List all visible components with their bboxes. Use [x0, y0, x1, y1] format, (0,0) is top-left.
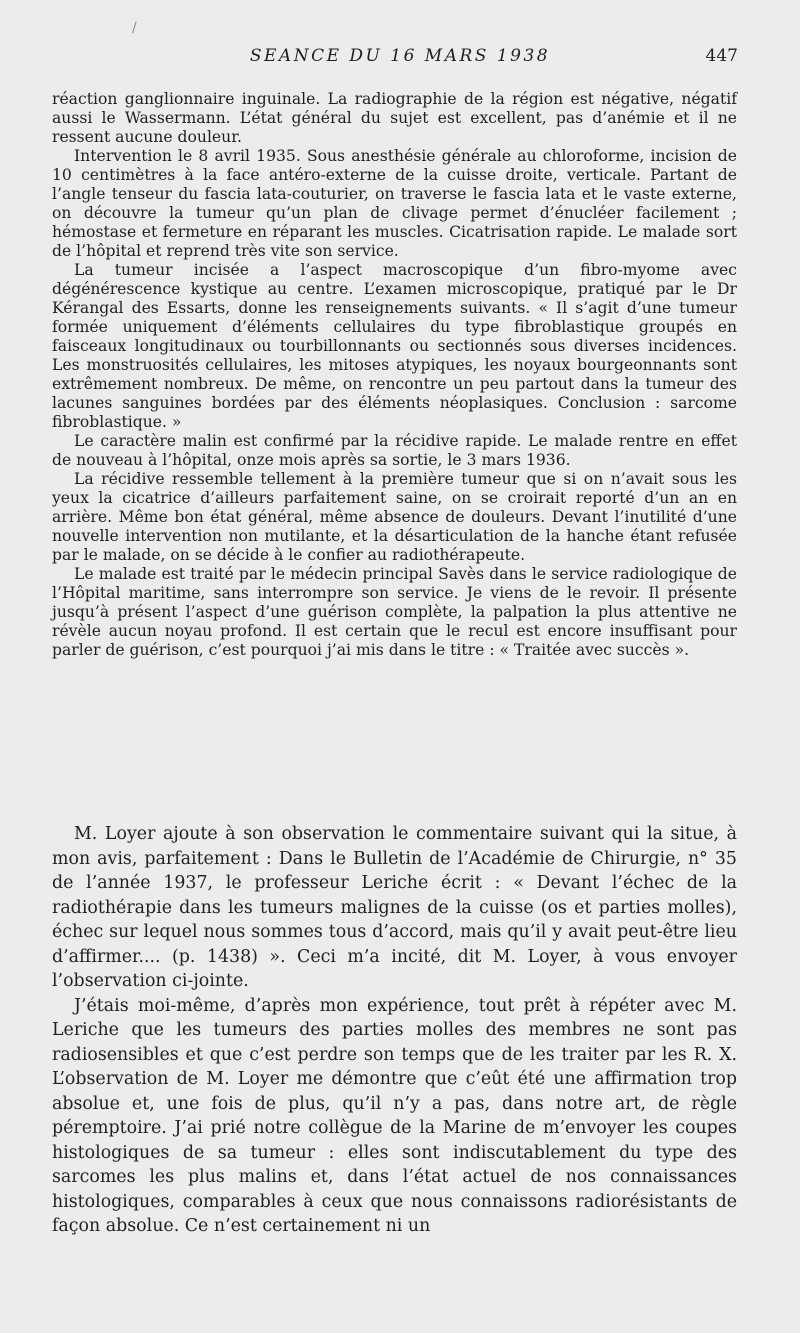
page-header: [0, 46, 800, 70]
paragraph: Le malade est traité par le médecin principal Savès dans le service radiologique de l’Hôpital maritime, sans interrompre son service. Je viens de le revoir. Il présente jusqu’à présent l’aspect d’une guérison complète, la palpation la plus attentive ne révèle aucun noyau profond. Il est certain que le recul est encore insuffisant pour parler de guérison, c’est pourquoi j’ai mis dans le titre : « Traitée avec succès ».: [52, 565, 737, 659]
running-title: SEANCE DU 16 MARS 1938: [249, 46, 551, 66]
commentary-text: [52, 822, 737, 1239]
paragraph: réaction ganglionnaire inguinale. La radiographie de la région est négative, négatif aussi le Wassermann. L’état général du sujet est excellent, pas d’anémie et il ne ressent aucune douleur.: [52, 90, 737, 146]
paragraph: M. Loyer ajoute à son observation le commentaire suivant qui la situe, à mon avis, parfaitement : Dans le Bulletin de l’Académie de Chirurgie, n° 35 de l’année 1937, le professeur Leriche écrit : « Devant l’échec de la radiothérapie dans les tumeurs malignes de la cuisse (os et parties molles), échec sur lequel nous sommes tous d’accord, mais qu’il y avait peut-être lieu d’affirmer.... (p. 1438) ». Ceci m’a incité, dit M. Loyer, à vous envoyer l’observation ci-jointe.: [52, 824, 737, 991]
paragraph: Le caractère malin est confirmé par la récidive rapide. Le malade rentre en effet de nouveau à l’hôpital, onze mois après sa sortie, le 3 mars 1936.: [52, 432, 737, 469]
page-number: 447: [705, 46, 738, 66]
paragraph: J’étais moi-même, d’après mon expérience, tout prêt à répéter avec M. Leriche que les tumeurs des parties molles des membres ne sont pas radiosensibles et que c’est perdre son temps que de les traiter par les R. X. L’observation de M. Loyer me démontre que c’eût été une affirmation trop absolue et, une fois de plus, qu’il n’y a pas, dans notre art, de règle péremptoire. J’ai prié notre collègue de la Marine de m’envoyer les coupes histologiques de sa tumeur : elles sont indiscutablement du type des sarcomes les plus malins et, dans l’état actuel de nos connaissances histologiques, comparables à ceux que nous connaissons radiorésistants de façon absolue. Ce n’est certainement ni un: [52, 995, 737, 1236]
margin-mark: /: [132, 20, 137, 36]
paragraph: Intervention le 8 avril 1935. Sous anesthésie générale au chloroforme, incision de 10 centimètres à la face antéro-externe de la cuisse droite, verticale. Partant de l’angle tenseur du fascia lata-couturier, on traverse le fascia lata et le vaste externe, on découvre la tumeur qu’un plan de clivage permet d’énucléer facilement ; hémostase et fermeture en réparant les muscles. Cicatrisation rapide. Le malade sort de l’hôpital et reprend très vite son service.: [52, 147, 737, 260]
case-report-text: [52, 90, 737, 660]
paragraph: La tumeur incisée a l’aspect macroscopique d’un fibro-myome avec dégénérescence kystique au centre. L’examen microscopique, pratiqué par le Dr Kérangal des Essarts, donne les renseignements suivants. « Il s’agit d’une tumeur formée uniquement d’éléments cellulaires du type fibroblastique groupés en faisceaux longitudinaux ou tourbillonnants ou sectionnés sous diverses incidences. Les monstruosités cellulaires, les mitoses atypiques, les noyaux bourgeonnants sont extrêmement nombreux. De même, on rencontre un peu partout dans la tumeur des lacunes sanguines bordées par des éléments néoplasiques. Conclusion : sarcome fibroblastique. »: [52, 261, 737, 431]
paragraph: La récidive ressemble tellement à la première tumeur que si on n’avait sous les yeux la cicatrice d’ailleurs parfaitement saine, on se croirait reporté d’un an en arrière. Même bon état général, même absence de douleurs. Devant l’inutilité d’une nouvelle intervention non mutilante, et la désarticulation de la hanche étant refusée par le malade, on se décide à le confier au radiothérapeute.: [52, 470, 737, 564]
